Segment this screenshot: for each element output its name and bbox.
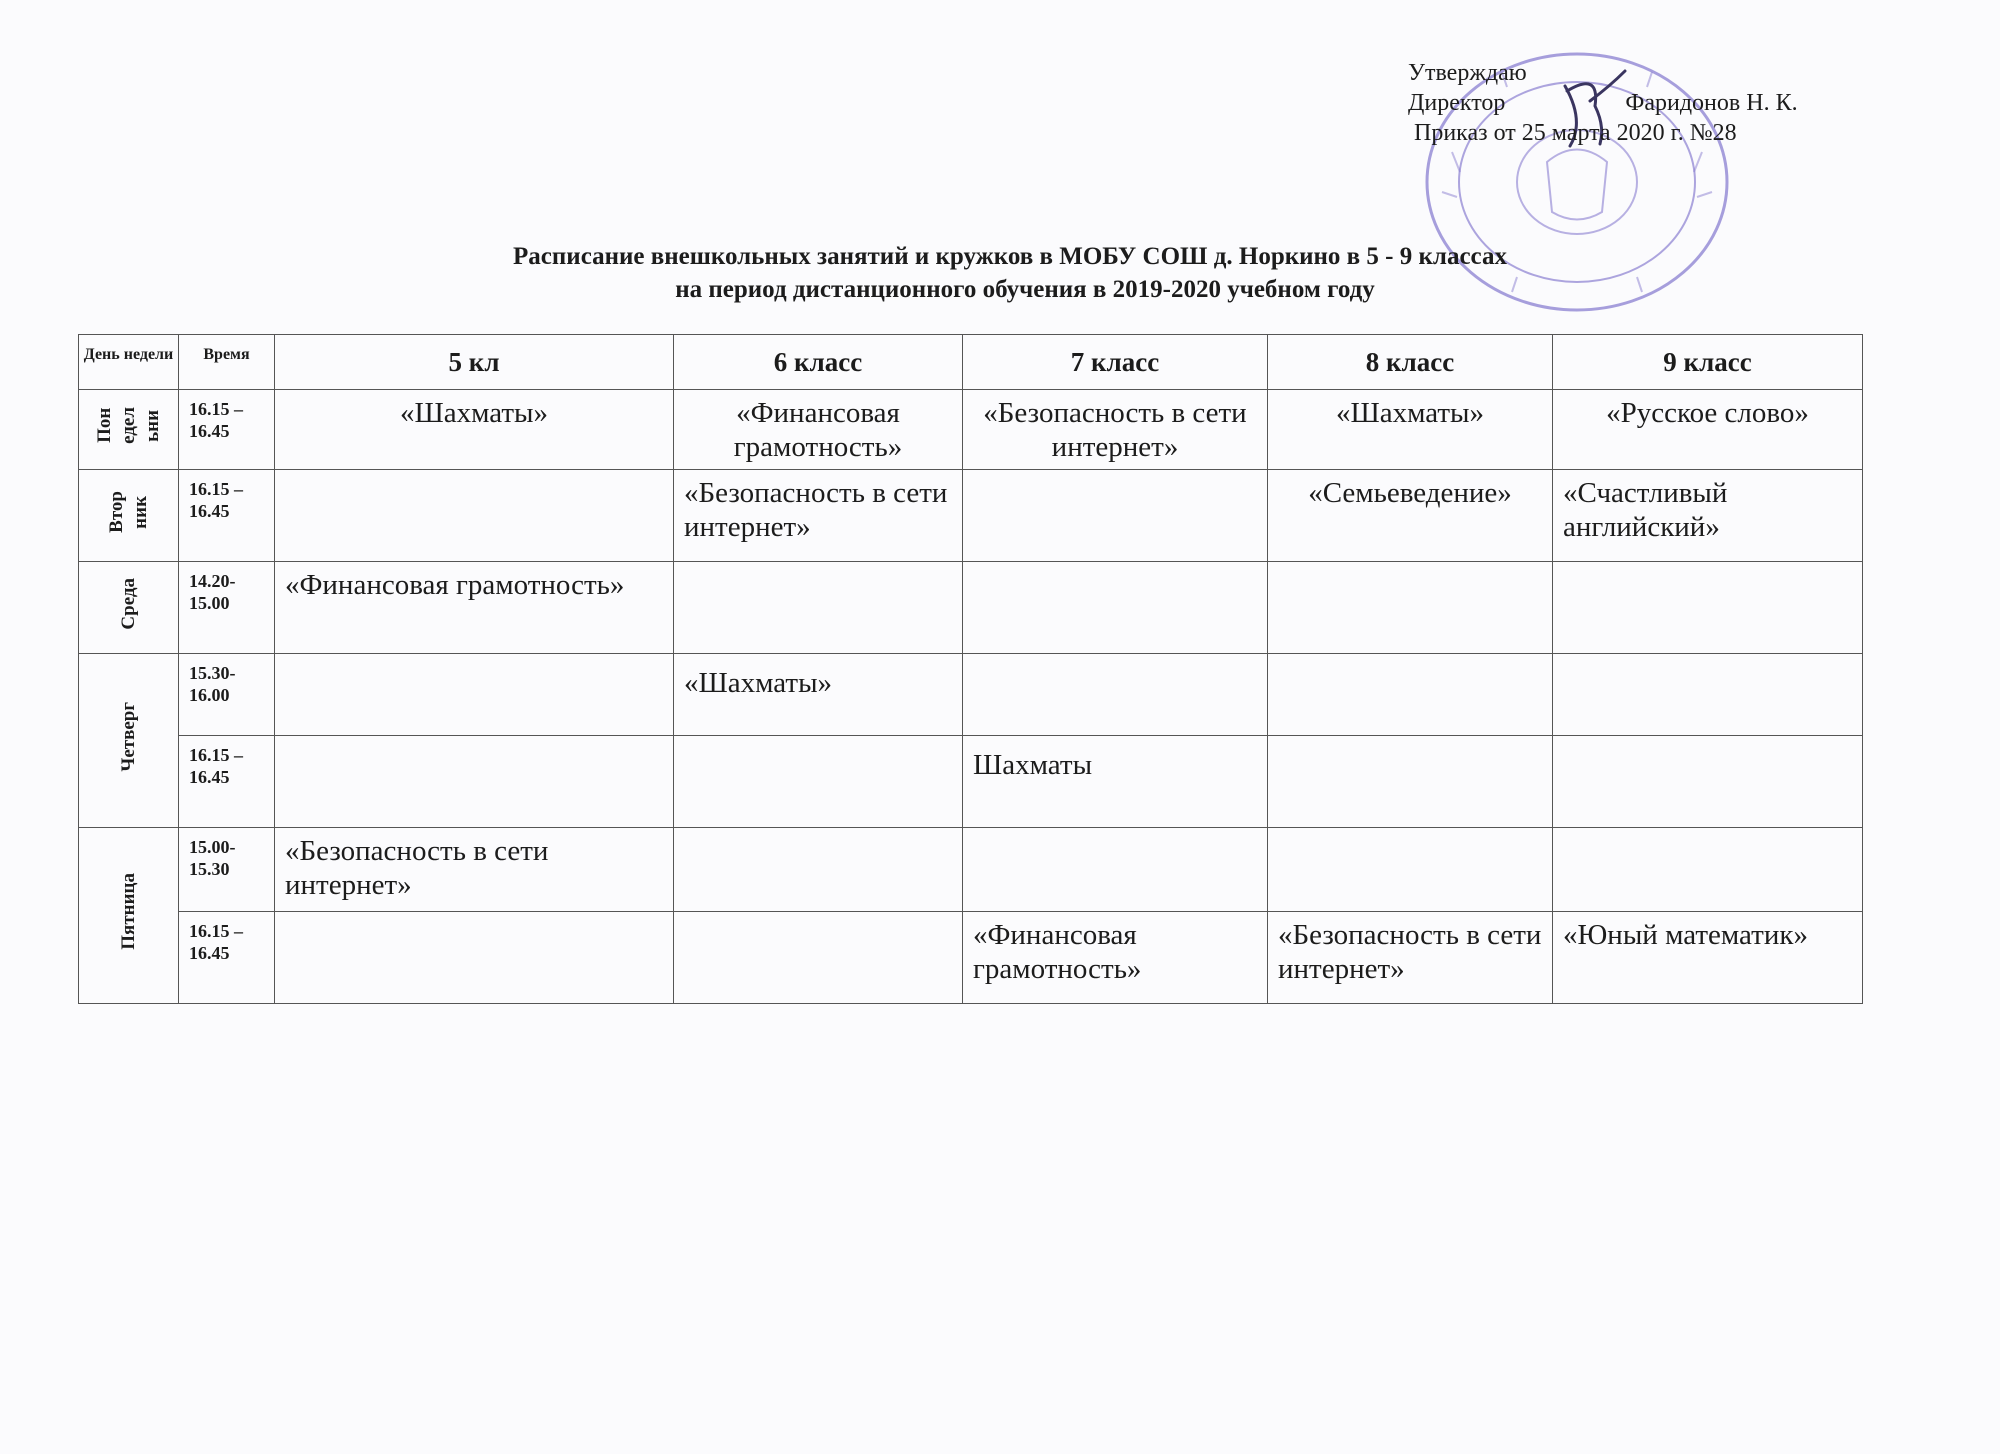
table-header-row: [79, 335, 1863, 390]
activity-cell: [275, 470, 674, 562]
approval-director: [1408, 88, 1928, 118]
activity-cell: «Счастливый английский»: [1553, 470, 1863, 562]
header-time: Время: [179, 335, 275, 390]
activity-cell: [1553, 654, 1863, 736]
table-row: [79, 736, 1863, 828]
activity-cell: «Безопасность в сети интернет»: [674, 470, 963, 562]
activity-cell: «Семьеведение»: [1268, 470, 1553, 562]
table-row: [79, 654, 1863, 736]
activity-cell: [963, 654, 1268, 736]
table-row: [79, 828, 1863, 912]
header-day: День недели: [79, 335, 179, 390]
activity-cell: [674, 562, 963, 654]
activity-cell: «Шахматы»: [674, 654, 963, 736]
header-class-5: 5 кл: [275, 335, 674, 390]
activity-cell: [674, 828, 963, 912]
time-cell: 15.30- 16.00: [179, 654, 275, 736]
activity-cell: [1268, 736, 1553, 828]
activity-cell: «Финансовая грамотность»: [275, 562, 674, 654]
activity-cell: «Юный математик»: [1553, 912, 1863, 1004]
header-class-8: 8 класс: [1268, 335, 1553, 390]
director-label: Директор: [1408, 90, 1506, 116]
activity-cell: [1553, 828, 1863, 912]
activity-cell: [1268, 654, 1553, 736]
table-row: [79, 912, 1863, 1004]
activity-cell: [275, 912, 674, 1004]
activity-cell: «Шахматы»: [1268, 390, 1553, 470]
time-cell: 16.15 – 16.45: [179, 390, 275, 470]
table-row: [79, 562, 1863, 654]
activity-cell: [1553, 736, 1863, 828]
day-cell: Среда: [79, 562, 179, 654]
table-row: [79, 390, 1863, 470]
activity-cell: [1268, 562, 1553, 654]
time-cell: 14.20- 15.00: [179, 562, 275, 654]
activity-cell: [674, 912, 963, 1004]
day-cell: Втор ник: [79, 470, 179, 562]
time-cell: 15.00- 15.30: [179, 828, 275, 912]
day-cell: Пон едел ьни: [79, 390, 179, 470]
director-name: Фаридонов Н. К.: [1625, 90, 1798, 116]
page-title: Расписание внешкольных занятий и кружков в МОБУ СОШ д. Норкино в 5 - 9 классах: [513, 243, 1507, 270]
day-cell: Пятница: [79, 828, 179, 1004]
time-cell: 16.15 – 16.45: [179, 736, 275, 828]
activity-cell: [1268, 828, 1553, 912]
time-cell: 16.15 – 16.45: [179, 912, 275, 1004]
activity-cell: [963, 562, 1268, 654]
schedule-table: [78, 334, 1863, 1004]
approval-title: Утверждаю: [1408, 60, 1527, 86]
activity-cell: [963, 828, 1268, 912]
activity-cell: [674, 736, 963, 828]
activity-cell: «Безопасность в сети интернет»: [1268, 912, 1553, 1004]
activity-cell: Шахматы: [963, 736, 1268, 828]
page-subtitle: на период дистанционного обучения в 2019-2020 учебном году: [675, 276, 1375, 303]
table-row: [79, 470, 1863, 562]
activity-cell: [1553, 562, 1863, 654]
activity-cell: [275, 736, 674, 828]
activity-cell: «Русское слово»: [1553, 390, 1863, 470]
approval-block: [1408, 58, 1928, 148]
header-class-6: 6 класс: [674, 335, 963, 390]
activity-cell: [963, 470, 1268, 562]
day-cell: Четверг: [79, 654, 179, 828]
time-cell: 16.15 – 16.45: [179, 470, 275, 562]
activity-cell: «Финансовая грамотность»: [963, 912, 1268, 1004]
header-class-7: 7 класс: [963, 335, 1268, 390]
activity-cell: «Безопасность в сети интернет»: [963, 390, 1268, 470]
header-class-9: 9 класс: [1553, 335, 1863, 390]
activity-cell: «Безопасность в сети интернет»: [275, 828, 674, 912]
activity-cell: [275, 654, 674, 736]
activity-cell: «Финансовая грамотность»: [674, 390, 963, 470]
activity-cell: «Шахматы»: [275, 390, 674, 470]
approval-order: Приказ от 25 марта 2020 г. №28: [1414, 120, 1737, 146]
